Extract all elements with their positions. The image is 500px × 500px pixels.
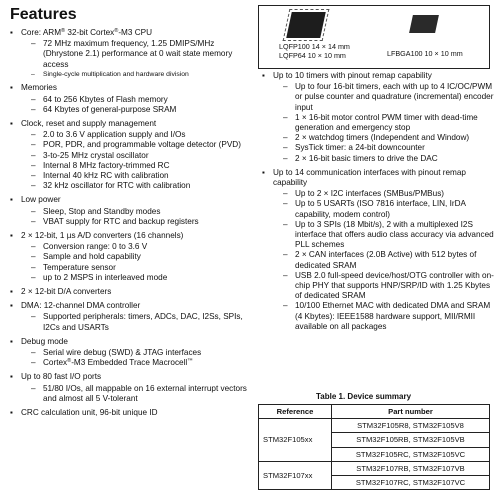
- feature-subitem: – up to 2 MSPS in interleaved mode: [21, 273, 252, 283]
- feature-subitem: – Up to 3 SPIs (18 Mbit/s), 2 with a multiplexed I2S interface that offers audio class accuracy via advanced PLL schemes: [273, 220, 494, 251]
- lqfp64-label: LQFP64 10 × 10 mm: [279, 50, 346, 60]
- feature-text: ▪ Memories: [21, 83, 57, 93]
- feature-subitem: – Up to 2 × I2C interfaces (SMBus/PMBus): [273, 189, 494, 199]
- feature-subitem: – Up to four 16-bit timers, each with up to 4 IC/OC/PWM or pulse counter and quadrature (incremental) encoder input: [273, 82, 494, 113]
- feature-text: ▪ Clock, reset and supply management: [21, 118, 157, 128]
- feature-subitem: – 1 × 16-bit motor control PWM timer with dead-time generation and emergency stop: [273, 113, 494, 133]
- left-feature-list: [8, 28, 252, 418]
- feature-subitem: – Cortex®-M3 Embedded Trace Macrocell™: [21, 358, 252, 368]
- feature-subitem: – Serial wire debug (SWD) & JTAG interfaces: [21, 348, 252, 358]
- right-feature-list: [260, 71, 494, 332]
- feature-subitem: – 64 to 256 Kbytes of Flash memory: [21, 95, 252, 105]
- feature-subitem: – 10/100 Ethernet MAC with dedicated DMA and SRAM (4 Kbytes): IEEE1588 hardware support, MII/RMII available on all packages: [273, 301, 494, 332]
- feature-subitem: – Single-cycle multiplication and hardware division: [21, 70, 252, 80]
- feature-item: [8, 195, 252, 227]
- feature-item: [260, 168, 494, 332]
- feature-text: ▪ Low power: [21, 195, 61, 205]
- feature-subitem: – USB 2.0 full-speed device/host/OTG controller with on-chip PHY that supports HNP/SRP/ID with 1.25 Kbytes of dedicated SRAM: [273, 271, 494, 302]
- feature-subitem: – Internal 8 MHz factory-trimmed RC: [21, 161, 252, 171]
- feature-item: [260, 71, 494, 164]
- part-number-cell: STM32F107RB, STM32F107VB: [332, 461, 490, 475]
- feature-subitem: – 2 × watchdog timers (Independent and Window): [273, 133, 494, 143]
- feature-item: [8, 408, 252, 418]
- part-number-cell: STM32F105RB, STM32F105VB: [332, 433, 490, 447]
- feature-subitem: – Sample and hold capability: [21, 252, 252, 262]
- reference-cell: STM32F105xx: [259, 419, 332, 462]
- feature-subitem: – VBAT supply for RTC and backup registers: [21, 217, 252, 227]
- feature-text: ▪ DMA: 12-channel DMA controller: [21, 301, 141, 311]
- feature-item: [8, 372, 252, 404]
- feature-subitem: – 3-to-25 MHz crystal oscillator: [21, 151, 252, 161]
- lfbga-package-label: LFBGA100 10 × 10 mm: [387, 49, 463, 58]
- feature-subitem: – 32 kHz oscillator for RTC with calibration: [21, 181, 252, 191]
- part-number-cell: STM32F105R8, STM32F105V8: [332, 419, 490, 433]
- feature-text: ▪ Core: ARM® 32-bit Cortex®-M3 CPU: [21, 28, 152, 37]
- header-part-number: Part number: [332, 405, 490, 419]
- feature-subitem: – 2.0 to 3.6 V application supply and I/Os: [21, 130, 252, 140]
- table-header-row: [259, 405, 490, 419]
- feature-item: [8, 28, 252, 79]
- feature-text: ▪ Debug mode: [21, 336, 68, 346]
- feature-sublist: [21, 384, 252, 404]
- feature-text: ▪ 2 × 12-bit, 1 µs A/D converters (16 channels): [21, 230, 184, 240]
- feature-subitem: – 72 MHz maximum frequency, 1.25 DMIPS/MHz (Dhrystone 2.1) performance at 0 wait state memory access: [21, 39, 252, 70]
- feature-text: ▪ Up to 10 timers with pinout remap capability: [273, 71, 432, 80]
- feature-text: ▪ 2 × 12-bit D/A converters: [21, 286, 112, 296]
- package-images-box: [258, 5, 490, 69]
- feature-subitem: – 2 × 16-bit basic timers to drive the DAC: [273, 154, 494, 164]
- feature-sublist: [21, 95, 252, 115]
- feature-subitem: – Internal 40 kHz RC with calibration: [21, 171, 252, 181]
- feature-subitem: – Supported peripherals: timers, ADCs, DAC, I2Ss, SPIs, I2Cs and USARTs: [21, 312, 252, 332]
- feature-item: [8, 337, 252, 369]
- device-summary-table: [258, 404, 490, 490]
- feature-item: [8, 83, 252, 115]
- feature-subitem: – Conversion range: 0 to 3.6 V: [21, 242, 252, 252]
- feature-text: ▪ Up to 80 fast I/O ports: [21, 372, 102, 382]
- feature-subitem: – 51/80 I/Os, all mappable on 16 external interrupt vectors and almost all 5 V-tolerant: [21, 384, 252, 404]
- feature-subitem: – POR, PDR, and programmable voltage detector (PVD): [21, 140, 252, 150]
- feature-subitem: – Up to 5 USARTs (ISO 7816 interface, LIN, IrDA capability, modem control): [273, 199, 494, 219]
- header-reference: Reference: [259, 405, 332, 419]
- table-caption: Table 1. Device summary: [316, 392, 412, 401]
- feature-sublist: [21, 39, 252, 79]
- part-number-cell: STM32F105RC, STM32F105VC: [332, 447, 490, 461]
- lqfp-package-label: [279, 43, 350, 60]
- part-number-cell: STM32F107RC, STM32F107VC: [332, 476, 490, 490]
- feature-sublist: [21, 207, 252, 227]
- feature-sublist: [273, 189, 494, 332]
- feature-item: [8, 231, 252, 283]
- feature-subitem: – 64 Kbytes of general-purpose SRAM: [21, 105, 252, 115]
- feature-sublist: [273, 82, 494, 164]
- feature-item: [8, 119, 252, 191]
- feature-text: ▪ CRC calculation unit, 96-bit unique ID: [21, 408, 158, 417]
- feature-subitem: – Temperature sensor: [21, 263, 252, 273]
- feature-sublist: [21, 312, 252, 332]
- feature-subitem: – Sleep, Stop and Standby modes: [21, 207, 252, 217]
- table-row: [259, 461, 490, 475]
- lqfp100-label: LQFP100 14 × 14 mm: [279, 42, 350, 51]
- feature-text: ▪ Up to 14 communication interfaces with pinout remap capability: [273, 167, 466, 188]
- feature-subitem: – SysTick timer: a 24-bit downcounter: [273, 143, 494, 153]
- feature-subitem: – 2 × CAN interfaces (2.0B Active) with 512 bytes of dedicated SRAM: [273, 250, 494, 270]
- feature-sublist: [21, 242, 252, 283]
- feature-sublist: [21, 348, 252, 368]
- reference-cell: STM32F107xx: [259, 461, 332, 489]
- lfbga-package-image: [409, 15, 439, 33]
- section-title: Features: [10, 6, 77, 23]
- feature-item: [8, 287, 252, 297]
- lqfp-package-image: [286, 12, 326, 38]
- feature-item: [8, 301, 252, 333]
- feature-sublist: [21, 130, 252, 191]
- table-row: [259, 419, 490, 433]
